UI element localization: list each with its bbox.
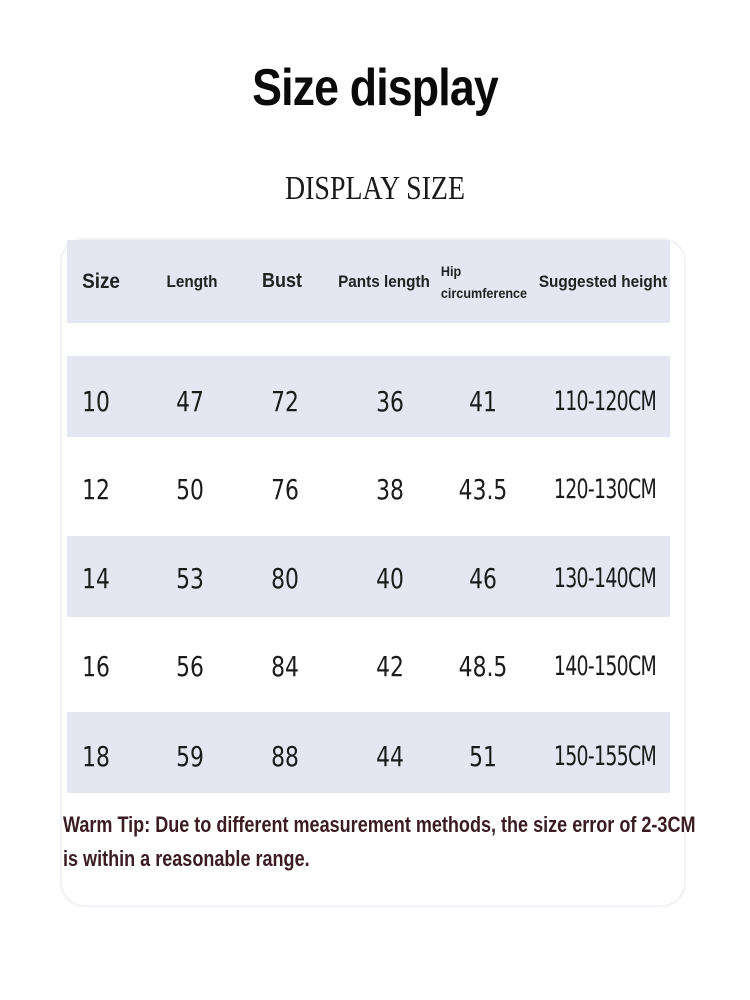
cell-hip: 41	[469, 385, 497, 418]
warm-tip-line1: Warm Tip: Due to different measurement methods, the size error of 2-3CM	[63, 812, 696, 837]
cell-size: 10	[82, 385, 110, 418]
header-size: Size	[82, 269, 120, 293]
cell-pants-length: 44	[376, 740, 404, 773]
cell-bust: 76	[271, 473, 299, 506]
cell-bust: 84	[271, 650, 299, 683]
cell-hip: 48.5	[458, 650, 508, 683]
cell-suggested-height: 110-120CM	[553, 386, 657, 417]
page-title: Size display	[252, 59, 498, 117]
cell-pants-length: 40	[376, 562, 404, 595]
cell-hip: 43.5	[458, 473, 508, 506]
cell-hip: 46	[469, 562, 497, 595]
header-length: Length	[166, 271, 218, 291]
header-suggested-height: Suggested height	[538, 271, 668, 291]
cell-pants-length: 38	[376, 473, 404, 506]
cell-suggested-height: 150-155CM	[553, 741, 657, 772]
cell-length: 56	[176, 650, 204, 683]
table-row	[0, 361, 750, 442]
header-hip-line1: Hip	[440, 262, 462, 279]
table-row	[0, 449, 750, 530]
cell-length: 47	[176, 385, 204, 418]
cell-bust: 88	[271, 740, 299, 773]
table-row	[0, 538, 750, 619]
header-pants-length: Pants length	[338, 271, 430, 291]
cell-pants-length: 36	[376, 385, 404, 418]
cell-length: 50	[176, 473, 204, 506]
cell-suggested-height: 140-150CM	[553, 651, 657, 682]
cell-size: 14	[82, 562, 110, 595]
header-hip-circumference	[441, 240, 529, 323]
cell-suggested-height: 120-130CM	[553, 474, 657, 505]
cell-bust: 80	[271, 562, 299, 595]
cell-size: 18	[82, 740, 110, 773]
page-subtitle: DISPLAY SIZE	[285, 170, 465, 207]
cell-size: 16	[82, 650, 110, 683]
cell-bust: 72	[271, 385, 299, 418]
header-bust: Bust	[261, 270, 302, 292]
warm-tip-line2: is within a reasonable range.	[63, 846, 310, 871]
table-row	[0, 626, 750, 707]
cell-length: 53	[176, 562, 204, 595]
header-hip-line2: circumference	[440, 284, 528, 301]
table-header	[0, 240, 750, 323]
cell-size: 12	[82, 473, 110, 506]
table-row	[0, 716, 750, 797]
cell-suggested-height: 130-140CM	[553, 563, 657, 594]
cell-hip: 51	[469, 740, 497, 773]
cell-length: 59	[176, 740, 204, 773]
warm-tip	[63, 808, 696, 876]
cell-pants-length: 42	[376, 650, 404, 683]
